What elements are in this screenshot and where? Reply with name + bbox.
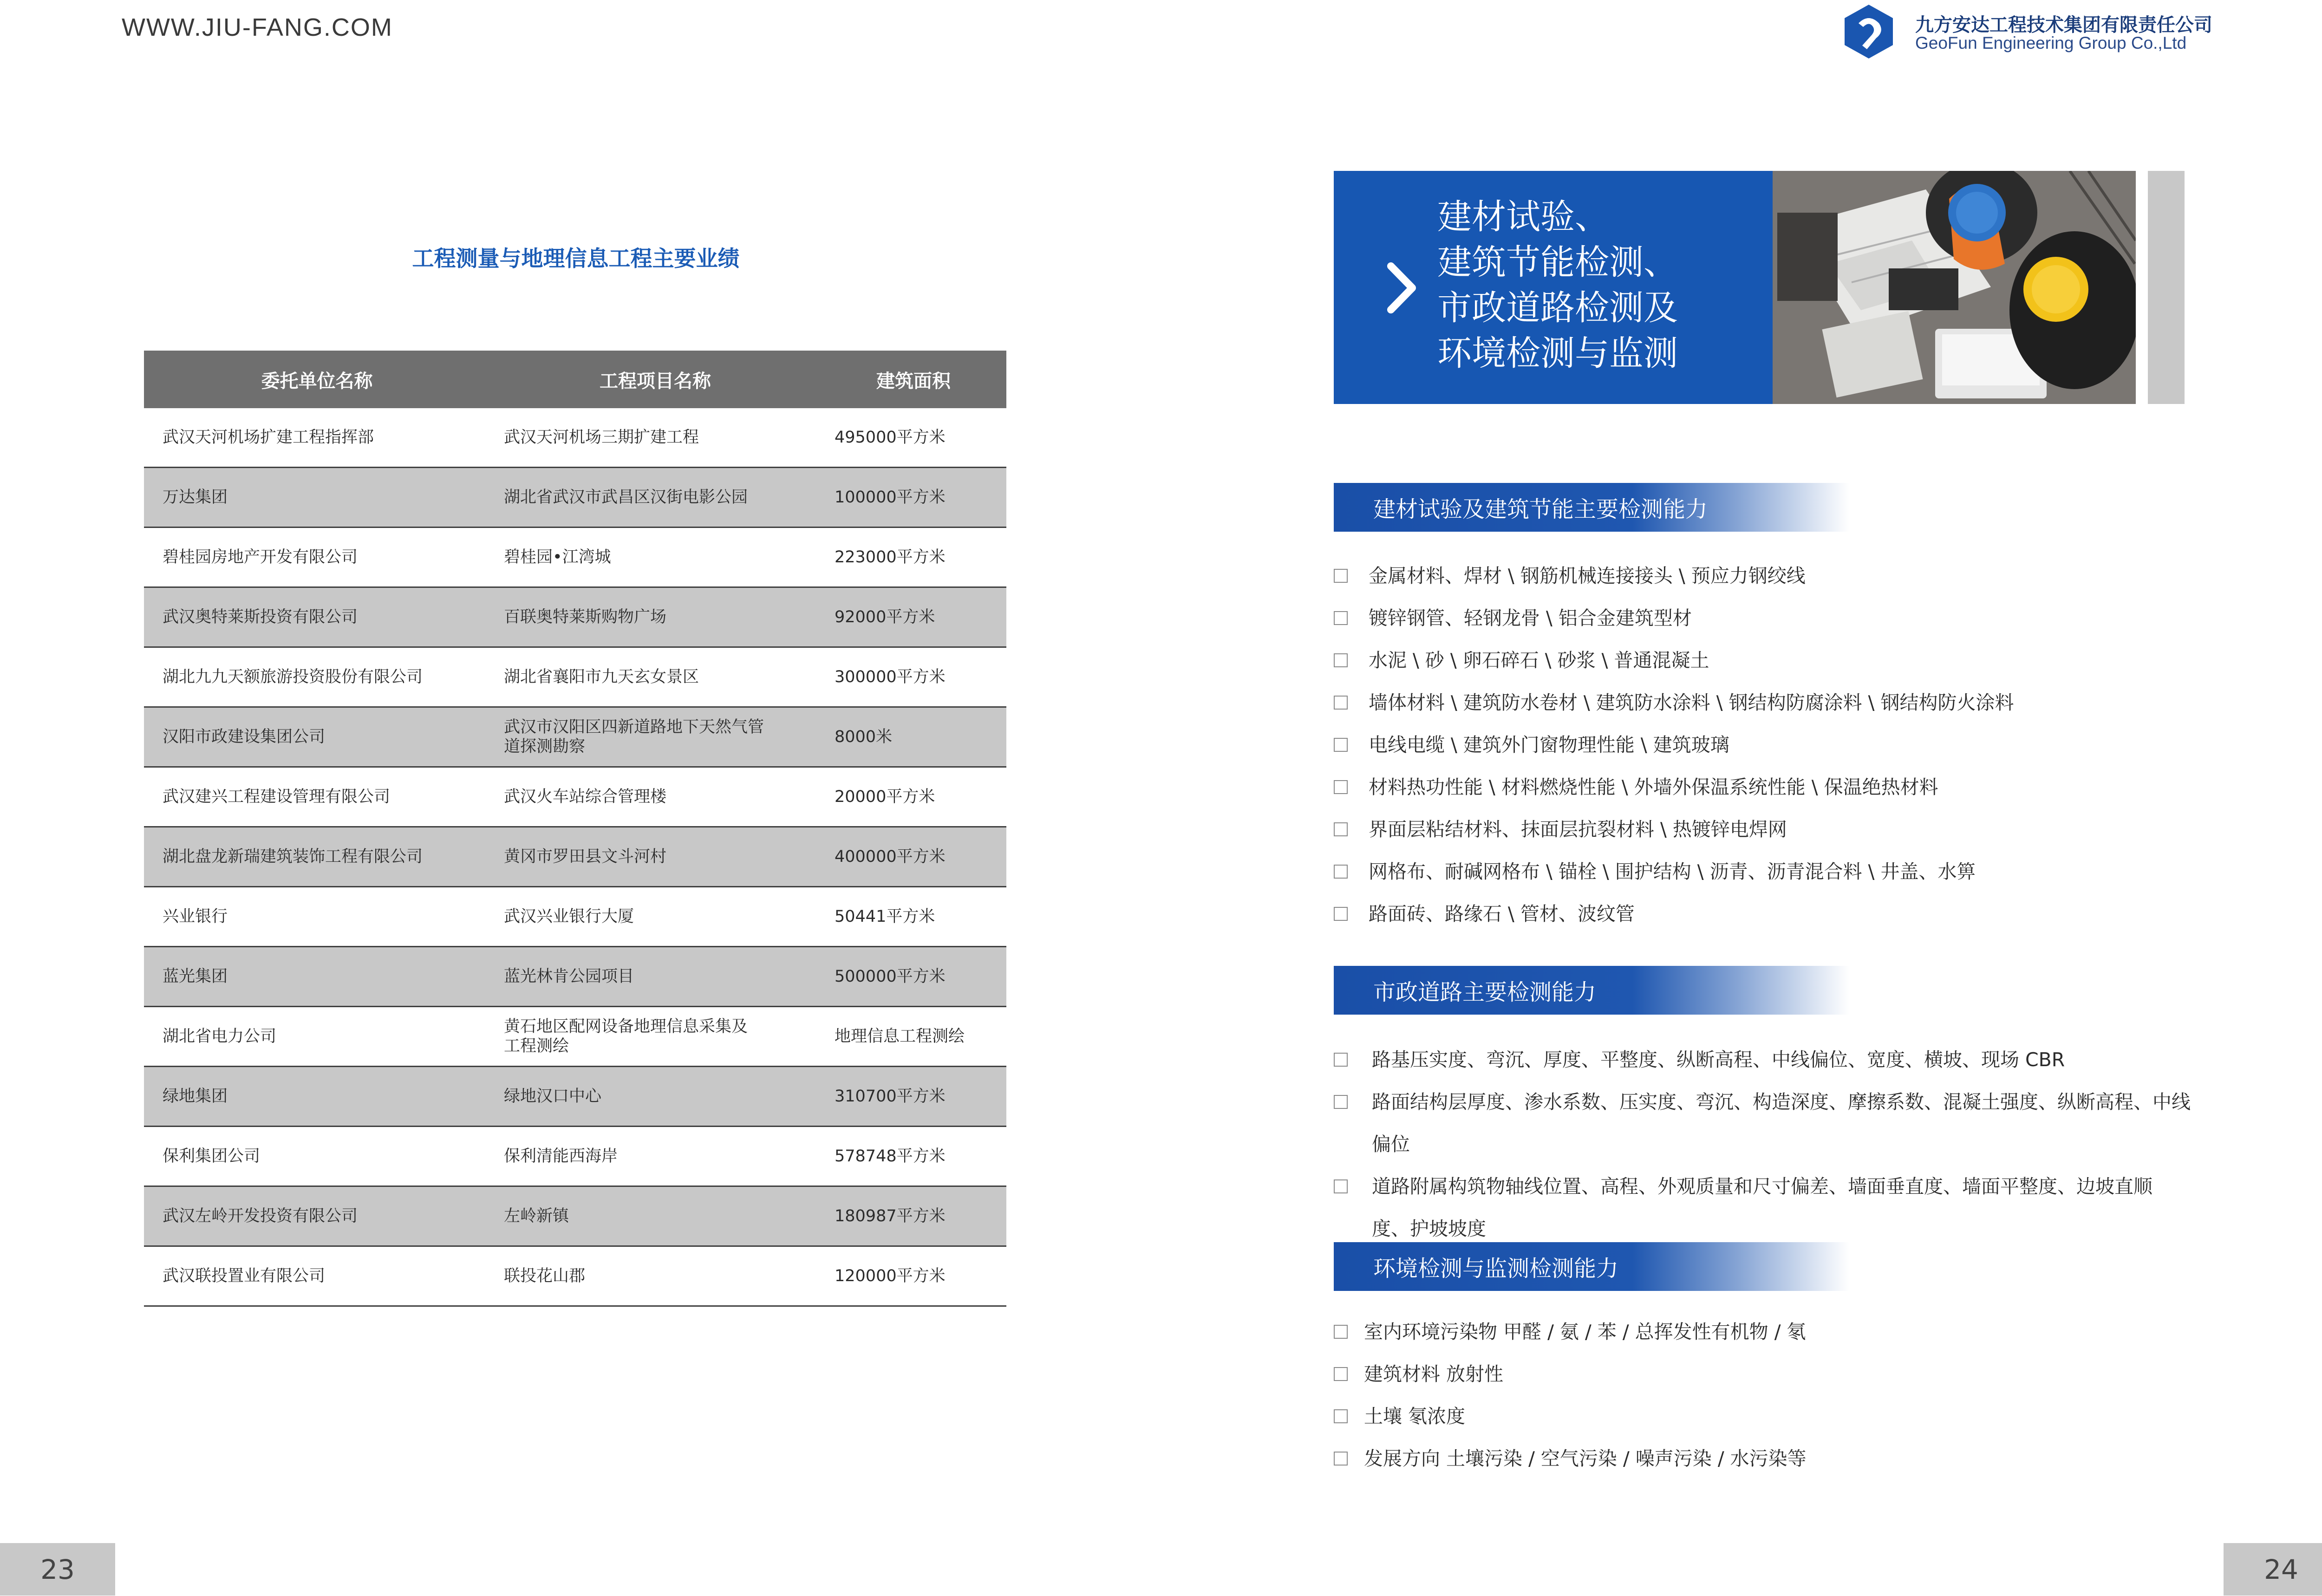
banner-line: 建筑节能检测、 (1437, 242, 1678, 282)
left-page-title: 工程测量与地理信息工程主要业绩 (412, 246, 740, 272)
checkbox-icon (1334, 569, 1348, 583)
project-cell: 碧桂园•江湾城 (490, 528, 821, 587)
table-row (144, 408, 1006, 468)
section-bar-environment (1334, 1242, 1849, 1291)
banner-heading (1437, 194, 1678, 376)
section-title: 建材试验及建筑节能主要检测能力 (1373, 496, 1708, 522)
engineers-photo (1773, 171, 2136, 404)
table-row (144, 1186, 1006, 1246)
table-row (144, 528, 1006, 587)
company-name-en: GeoFun Engineering Group Co.,Ltd (1915, 33, 2187, 52)
client-cell: 湖北盘龙新瑞建筑装饰工程有限公司 (144, 827, 490, 887)
materials-capability-list (1334, 555, 2207, 935)
client-cell: 保利集团公司 (144, 1127, 490, 1186)
page-number-left: 23 (0, 1543, 115, 1596)
company-name-cn: 九方安达工程技术集团有限责任公司 (1915, 14, 2212, 36)
checkbox-icon (1334, 907, 1348, 921)
checkbox-icon (1334, 1367, 1348, 1381)
list-item (1334, 808, 2207, 851)
table-row (144, 587, 1006, 647)
table-row (144, 1067, 1006, 1127)
client-cell: 武汉左岭开发投资有限公司 (144, 1186, 490, 1246)
table-row (144, 647, 1006, 707)
table-row (144, 1127, 1006, 1186)
table-row (144, 767, 1006, 827)
list-item-text: 发展方向 土壤污染 / 空气污染 / 噪声污染 / 水污染等 (1364, 1447, 1807, 1470)
column-header-project: 工程项目名称 (490, 351, 821, 408)
client-cell: 武汉天河机场扩建工程指挥部 (144, 408, 490, 468)
table-header-row (144, 351, 1006, 408)
project-cell: 蓝光林肯公园项目 (490, 947, 821, 1007)
table-row (144, 887, 1006, 947)
list-item (1334, 639, 2207, 682)
project-cell: 武汉火车站综合管理楼 (490, 767, 821, 827)
project-cell: 湖北省武汉市武昌区汉街电影公园 (490, 468, 821, 528)
checkbox-icon (1334, 696, 1348, 710)
banner-line: 建材试验、 (1437, 197, 1609, 237)
page-number-right: 24 (2224, 1543, 2322, 1596)
list-item-text: 材料热功性能 \ 材料燃烧性能 \ 外墙外保温系统性能 \ 保温绝热材料 (1369, 776, 1938, 798)
site-url[interactable]: WWW.JIU-FANG.COM (122, 13, 393, 41)
project-cell: 黄冈市罗田县文斗河村 (490, 827, 821, 887)
list-item-text: 土壤 氡浓度 (1364, 1405, 1466, 1427)
list-item-text: 金属材料、焊材 \ 钢筋机械连接接头 \ 预应力钢绞线 (1369, 565, 1806, 587)
list-item (1334, 555, 2207, 597)
list-item (1334, 724, 2207, 766)
client-cell: 绿地集团 (144, 1067, 490, 1127)
checkbox-icon (1334, 822, 1348, 836)
list-item-text: 路基压实度、弯沉、厚度、平整度、纵断高程、中线偏位、宽度、横坡、现场 CBR (1372, 1049, 2065, 1071)
list-item-text: 网格布、耐碱网格布 \ 锚栓 \ 围护结构 \ 沥青、沥青混合料 \ 井盖、水箅 (1369, 860, 1976, 883)
list-item (1334, 682, 2207, 724)
list-item-text: 界面层粘结材料、抹面层抗裂材料 \ 热镀锌电焊网 (1369, 818, 1787, 840)
project-cell: 武汉市汉阳区四新道路地下天然气管道探测勘察 (490, 707, 821, 767)
project-cell: 武汉兴业银行大厦 (490, 887, 821, 947)
checkbox-icon (1334, 1325, 1348, 1339)
table-row (144, 827, 1006, 887)
project-cell: 百联奥特莱斯购物广场 (490, 587, 821, 647)
checkbox-icon (1334, 1053, 1348, 1067)
environment-capability-list (1334, 1311, 2207, 1480)
list-item (1334, 1438, 2207, 1480)
client-cell: 碧桂园房地产开发有限公司 (144, 528, 490, 587)
checkbox-icon (1334, 780, 1348, 794)
checkbox-icon (1334, 611, 1348, 625)
list-item (1334, 1395, 2207, 1438)
section-title: 环境检测与监测检测能力 (1373, 1256, 1619, 1282)
client-cell: 武汉建兴工程建设管理有限公司 (144, 767, 490, 827)
checkbox-icon (1334, 1452, 1348, 1466)
client-cell: 武汉奥特莱斯投资有限公司 (144, 587, 490, 647)
table-row (144, 707, 1006, 767)
list-item (1334, 1039, 2207, 1081)
client-cell: 蓝光集团 (144, 947, 490, 1007)
area-cell: 100000平方米 (821, 468, 1006, 528)
checkbox-icon (1334, 738, 1348, 752)
roads-capability-list (1334, 1039, 2207, 1250)
area-cell: 20000平方米 (821, 767, 1006, 827)
section-bar-materials (1334, 483, 1849, 532)
banner-line: 环境检测与监测 (1437, 333, 1678, 373)
client-cell: 万达集团 (144, 468, 490, 528)
checkbox-icon (1334, 653, 1348, 667)
list-item-text: 电线电缆 \ 建筑外门窗物理性能 \ 建筑玻璃 (1369, 734, 1729, 756)
table-row (144, 947, 1006, 1007)
area-cell: 500000平方米 (821, 947, 1006, 1007)
column-header-client: 委托单位名称 (144, 351, 490, 408)
client-cell: 汉阳市政建设集团公司 (144, 707, 490, 767)
list-item (1334, 1166, 2207, 1250)
checkbox-icon (1334, 1095, 1348, 1109)
area-cell: 50441平方米 (821, 887, 1006, 947)
project-cell: 湖北省襄阳市九天玄女景区 (490, 647, 821, 707)
client-cell: 武汉联投置业有限公司 (144, 1246, 490, 1306)
area-cell: 400000平方米 (821, 827, 1006, 887)
list-item (1334, 766, 2207, 808)
client-cell: 兴业银行 (144, 887, 490, 947)
section-title: 市政道路主要检测能力 (1373, 979, 1597, 1005)
area-cell: 300000平方米 (821, 647, 1006, 707)
checkbox-icon (1334, 865, 1348, 879)
area-cell: 180987平方米 (821, 1186, 1006, 1246)
area-cell: 地理信息工程测绘 (821, 1007, 1006, 1067)
geofun-logo-icon (1840, 3, 1898, 60)
area-cell: 310700平方米 (821, 1067, 1006, 1127)
banner-side-tab (2148, 171, 2185, 404)
area-cell: 578748平方米 (821, 1127, 1006, 1186)
list-item-text: 道路附属构筑物轴线位置、高程、外观质量和尺寸偏差、墙面垂直度、墙面平整度、边坡直顺度、护坡坡度 (1372, 1175, 2152, 1240)
project-cell: 联投花山郡 (490, 1246, 821, 1306)
list-item (1334, 893, 2207, 935)
client-cell: 湖北九九天额旅游投资股份有限公司 (144, 647, 490, 707)
checkbox-icon (1334, 1179, 1348, 1193)
table-row (144, 1246, 1006, 1306)
list-item (1334, 1081, 2207, 1166)
project-cell: 左岭新镇 (490, 1186, 821, 1246)
project-cell: 保利清能西海岸 (490, 1127, 821, 1186)
list-item (1334, 1311, 2207, 1353)
project-cell: 武汉天河机场三期扩建工程 (490, 408, 821, 468)
area-cell: 92000平方米 (821, 587, 1006, 647)
list-item-text: 室内环境污染物 甲醛 / 氨 / 苯 / 总挥发性有机物 / 氡 (1364, 1321, 1806, 1343)
table-row (144, 1007, 1006, 1067)
list-item (1334, 597, 2207, 639)
checkbox-icon (1334, 1409, 1348, 1423)
client-cell: 湖北省电力公司 (144, 1007, 490, 1067)
list-item-text: 路面砖、路缘石 \ 管材、波纹管 (1369, 903, 1635, 925)
column-header-area: 建筑面积 (821, 351, 1006, 408)
project-cell: 绿地汉口中心 (490, 1067, 821, 1127)
project-cell: 黄石地区配网设备地理信息采集及工程测绘 (490, 1007, 821, 1067)
performance-table (144, 351, 1006, 1307)
list-item (1334, 1353, 2207, 1395)
area-cell: 120000平方米 (821, 1246, 1006, 1306)
list-item-text: 镀锌钢管、轻钢龙骨 \ 铝合金建筑型材 (1369, 607, 1692, 629)
list-item-text: 建筑材料 放射性 (1364, 1363, 1504, 1385)
list-item-text: 路面结构层厚度、渗水系数、压实度、弯沉、构造深度、摩擦系数、混凝土强度、纵断高程、中线偏位 (1372, 1091, 2191, 1155)
list-item-text: 水泥 \ 砂 \ 卵石碎石 \ 砂浆 \ 普通混凝土 (1369, 649, 1709, 671)
area-cell: 495000平方米 (821, 408, 1006, 468)
area-cell: 223000平方米 (821, 528, 1006, 587)
area-cell: 8000米 (821, 707, 1006, 767)
section-bar-roads (1334, 966, 1849, 1015)
chevron-right-icon (1385, 262, 1418, 313)
table-row (144, 468, 1006, 528)
banner-line: 市政道路检测及 (1437, 288, 1678, 328)
list-item-text: 墙体材料 \ 建筑防水卷材 \ 建筑防水涂料 \ 钢结构防腐涂料 \ 钢结构防火涂料 (1369, 691, 2014, 714)
list-item (1334, 851, 2207, 893)
